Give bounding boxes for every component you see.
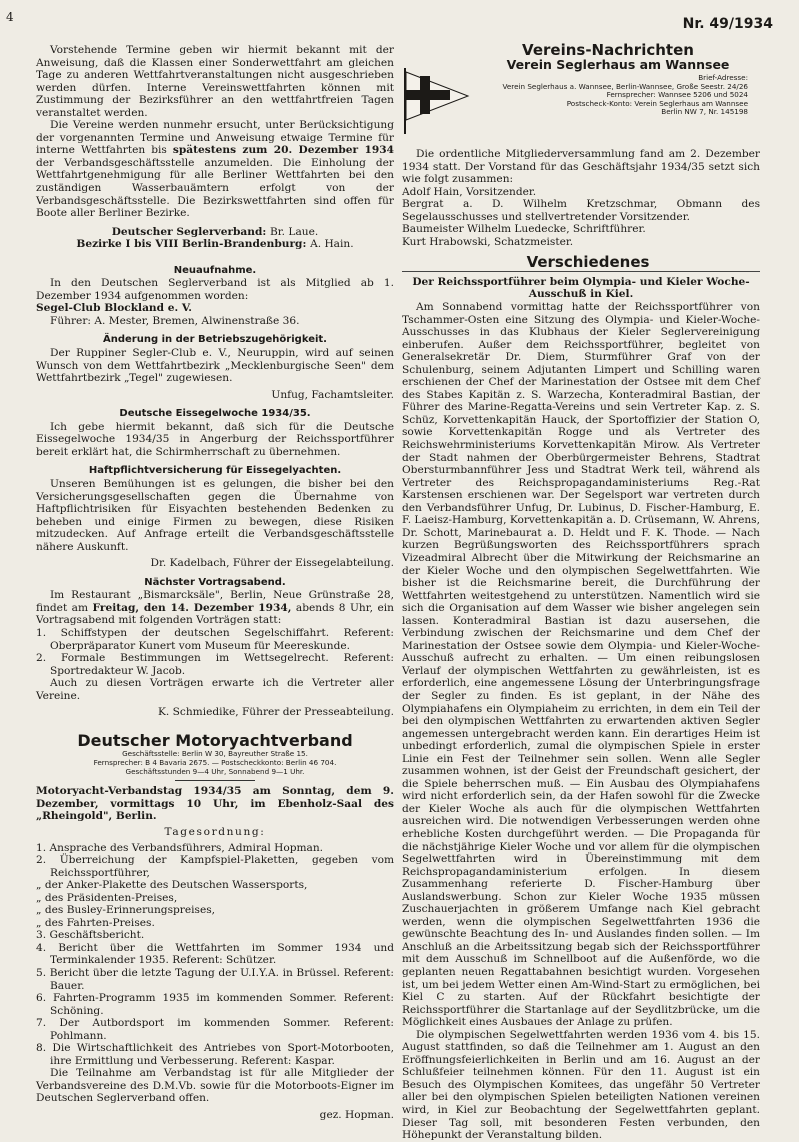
list-item: 4. Bericht über die Wettfahrten im Sommer 1934 und Terminkalender 1935. Referent: Schützer. — [36, 941, 394, 967]
vortrag-list — [36, 627, 394, 677]
verschiedenes-title: Verschiedenes — [402, 256, 760, 272]
haftpflicht-text: Unseren Bemühungen ist es gelungen, die bisher bei den Versicherungsgesellschaften gegen die Übernahme von Haftpflichtrisiken für Eisyachten bestehenden Bedenken zu beheben und einige Firmen zu bewegen, diese Risiken mitzudecken. Auf Anfrage erteilt die Verbandsgeschäftsstelle nähere Auskunft. — [36, 477, 394, 553]
aenderung-signature: Unfug, Fachamtsleiter. — [271, 388, 394, 401]
neuaufnahme-club: Segel-Club Blockland e. V. — [36, 302, 192, 315]
board-members — [402, 186, 760, 249]
heading-neuaufnahme: Neuaufnahme. — [173, 264, 257, 276]
vortrag-signature: K. Schmiedike, Führer der Presseabteilung. — [157, 706, 394, 719]
list-item: 1. Ansprache des Verbandsführers, Admiral Hopman. — [36, 841, 324, 854]
motoryacht-end: Die Teilnahme am Verbandstag ist für alle Mitglieder der Verbandsvereine des D.M.Vb. sowie für die Motorboots-Eigner im Deutschen Seglerverband offen. — [36, 1067, 394, 1105]
intro-paragraph-2: Die Vereine werden nunmehr ersucht, unter Berücksichtigung der vorgenannten Termine und Anweisung etwaige Termine für interne Wettfahrten bis spätestens zum 20. Dezember 1934 der Verbandsgeschäftsstelle anzumelden. Die Einholung der Wettfahrtgenehmigung für alle Berliner Wettfahrten bei den zuständigen Wasserbauämtern erfolgt von der Verbandsgeschäftsstelle. Die Bezirkswettfahrten sind offen für Boote aller Berliner Bezirke. — [36, 119, 394, 220]
motoryacht-verbandstag: Motoryacht-Verbandstag 1934/35 am Sonntag, dem 9. Dezember, vormittags 10 Uhr, im Ebenholz-Saal des „Rheingold", Berlin. — [36, 785, 394, 823]
vereins-nachrichten-title: Vereins-Nachrichten — [522, 41, 694, 59]
motoryacht-signature: gez. Hopman. — [319, 1109, 394, 1122]
club-address-line: Postscheck-Konto: Verein Seglerhaus am Wannsee — [566, 98, 748, 108]
aenderung-text: Der Ruppiner Segler-Club e. V., Neuruppin, wird auf seinen Wunsch von dem Wettfahrtbezirk „Mecklenburgische Seen" dem Wettfahrtbezirk „Tegel" zugewiesen. — [36, 347, 394, 385]
club-address-line: Berlin NW 7, Nr. 145198 — [661, 107, 748, 117]
club-name: Verein Seglerhaus am Wannsee — [506, 56, 730, 72]
neuaufnahme-text: In den Deutschen Seglerverband ist als Mitglied ab 1. Dezember 1934 aufgenommen worden: — [36, 277, 394, 302]
motoryacht-address-1: Geschäftsstelle: Berlin W 30, Bayreuther Straße 15. — [122, 749, 308, 759]
tagesordnung-list — [36, 842, 394, 1068]
haftpflicht-signature: Dr. Kadelbach, Führer der Eissegelabteilung. — [150, 557, 394, 570]
list-item: 8. Die Wirtschaftlichkeit des Antriebes von Sport-Motorbooten, ihre Ermittlung und Verbesserung. Referent: Kaspar. — [36, 1042, 394, 1067]
heading-haftpflicht: Haftpflichtversicherung für Eissegelyachten. — [88, 465, 342, 477]
list-item: 2. Überreichung der Kampfspiel-Plaketten, gegeben vom Reichssportführer, — [36, 854, 394, 879]
motoryacht-address-2: Fernsprecher: B 4 Bavaria 2675. — Postscheckkonto: Berlin 46 704. — [93, 758, 337, 768]
list-item: Adolf Hain, Vorsitzender. — [402, 185, 537, 198]
verschiedenes-lead: Der Reichssportführer beim Olympia- und Kieler Woche-Ausschuß in Kiel. — [412, 275, 750, 301]
intro-paragraph-1: Vorstehende Termine geben wir hiermit bekannt mit der Anweisung, daß die Klassen einer Sonderwettfahrt am gleichen Tage zu anderen Wettfahrtveranstaltungen nicht ausgeschrieben werden dürfen. Interne Vereinswettfahrten können mit Zustimmung der Bezirksführer an den wettfahrtfreien Tagen veranstaltet werden. — [36, 44, 394, 119]
club-address-line: Verein Seglerhaus a. Wannsee, Berlin-Wannsee, Große Seestr. 24/26 — [502, 81, 748, 91]
list-subitem: „ des Präsidenten-Preises, — [36, 891, 178, 904]
heading-aenderung: Änderung in der Betriebszugehörigkeit. — [103, 334, 327, 346]
club-address-line: Fernsprecher: Wannsee 5206 und 5024 — [606, 90, 748, 100]
motoryacht-title: Deutscher Motoryachtverband — [77, 730, 353, 750]
eissegelwoche-text: Ich gebe hiermit bekannt, daß sich für die Deutsche Eissegelwoche 1934/35 in Angerburg der Reichssportführer bereit erklärt hat, die Schirmherrschaft zu übernehmen. — [36, 420, 394, 458]
neuaufnahme-fuehrer: Führer: A. Mester, Bremen, Alwinenstraße 36. — [50, 314, 300, 327]
list-item: 5. Bericht über die letzte Tagung der U.I.Y.A. in Brüssel. Referent: Bauer. — [36, 967, 394, 992]
list-item: Bergrat a. D. Wilhelm Kretzschmar, Obmann des Segelausschusses und stellvertretender Vorsitzender. — [402, 198, 760, 223]
list-item: Kurt Hrabowski, Schatzmeister. — [402, 235, 574, 248]
list-subitem: „ der Anker-Plakette des Deutschen Wassersports, — [36, 879, 308, 892]
list-subitem: „ des Fahrten-Preises. — [36, 916, 155, 929]
verschiedenes-paragraph-2: Die olympischen Segelwettfahrten werden 1936 vom 4. bis 15. August stattfinden, so daß die Teilnehmer am 1. August an den Eröffnungsfeierlichkeiten in Berlin und am 16. August an der Schlußfeier teilnehmen können. Für den 11. August ist ein Besuch des Olympischen Komitees, das ungefähr 50 Vertreter aller bei den olympischen Spielen beteiligten Nationen vereinen wird, in Kiel zur Beobachtung der Segelwettfahrten geplant. Dieser Tag soll, mit besonderen Festen verbunden, den Höhepunkt der Veranstaltung bilden. — [402, 1028, 760, 1142]
page-number: 4 — [6, 10, 14, 24]
list-item: Baumeister Wilhelm Luedecke, Schriftführer. — [402, 223, 646, 236]
list-item: 2. Formale Bestimmungen im Wettsegelrecht. Referent: Sportredakteur W. Jacob. — [36, 652, 394, 677]
motoryacht-address-3: Geschäftsstunden 9—4 Uhr, Sonnabend 9—1 Uhr. — [125, 767, 305, 777]
vereins-text: Die ordentliche Mitgliederversammlung fand am 2. Dezember 1934 statt. Der Vorstand für das Geschäftsjahr 1934/35 setzt sich wie folgt zusammen: — [402, 148, 760, 186]
verschiedenes-paragraph-1: Am Sonnabend vormittag hatte der Reichssportführer von Tschammer-Osten eine Sitzung des Olympia- und Kieler-Woche-Ausschusses in das Klubhaus der Kieler Seglervereinigung einberufen. Außer dem Reichssportführer, begleitet von Generalsekretär Dr. Diem, Sturmführer Graf von der Schulenburg, seinem Adjutanten Limpert und Schilling waren erschienen der Chef der Marinestation der Ostsee mit dem Chef des Stabes Kapitän z. S. Warzecha, Konteradmiral Bastian, der Führer des Marine-Regatta-Vereins und sein Vertreter Kap. z. S. Schüz, Korvettenkapitän Hauck, der Sportoffizier der Station O, sowie Korvettenkapitän Rogge und als Vertreter des Reichswehrministeriums Korvettenkapitän Mirow. Als Vertreter der Stadt nahmen der Oberbürgermeister Behrens, Stadtrat Obersturmbannführer Jess und Stadtrat Werk teil, während als Vertreter des Reichspropagandaministeriums Reg.-Rat Karstensen erschienen war. Der Segelsport war vertreten durch den Verbandsführer Unfug, Dr. Lubinus, D. Fischer-Hamburg, E. F. Laeisz-Hamburg, Korvettenkapitän a. D. Crüsemann, W. Ahrens, Dr. Schott, Marinebaurat a. D. Heldt und F. K. Thode. — Nach kurzen Begrüßungsworten des Reichssportführers sprach Vizeadmiral Albrecht über die Mitwirkung der Reichsmarine an der Kieler Woche und den olympischen Segelwettfahrten. Wie bisher ist die Reichsmarine bereit, die Durchführung der Wettfahrten weitestgehend zu unterstützen. Namentlich wird sie sich die Organisation auf dem Wasser wie bisher angelegen sein lassen. Konteradmiral Bastian ist dazu ausersehen, die Verbindung zwischen der Reichsmarine und dem Chef der Marinestation der Ostsee sowie dem Olympia- und Kieler-Woche-Ausschuß aufrecht zu erhalten. — Um einen reibungslosen Verlauf der olympischen Wettfahrten zu gewährleisten, ist es erforderlich, eine angemessene Lösung der Unterbringungsfrage der Segler zu finden. Es ist geplant, in der Nähe des Olympiahafens ein Olympiaheim zu errichten, in dem ein Teil der bei den olympischen Wettfahrten zu erwartenden aktiven Segler angemessen untergebracht werden kann. Ein derartiges Heim ist unbedingt erforderlich, zumal die olympischen Spiele in erster Linie ein Fest der Teilnehmer sein sollen. Wenn alle Segler zusammen wohnen, ist der Geist der Freundschaft gesichert, der die Spiele beherrschen muß. — Ein Ausbau des Olympiahafens wird nicht erforderlich sein, da der Hafen sowohl für die Zwecke der Kieler Woche als auch für die olympischen Wettfahrten ausreichen wird. Die notwendigen Verbesserungen werden ohne erhebliche Kosten durchgeführt werden. — Die Propaganda für die nächstjährige Kieler Woche und vor allem für die olympischen Segelwettfahrten wird in Übereinstimmung mit dem Reichspropagandaministerium erfolgen. In diesem Zusammenhang referierte D. Fischer-Hamburg über Auslandswerbung. Schon zur Kieler Woche 1935 müssen Zuschauerjachten in größerem Umfange nach Kiel gebracht werden, wenn die olympischen Segelwettfahrten 1936 die gewünschte Beachtung des In- und Auslandes finden sollen. — Im Anschluß an die Arbeitssitzung begab sich der Reichssportführer mit dem Ausschuß im Schnellboot auf die Außenförde, wo die geplanten neuen Regattabahnen besichtigt wurden. Vorgesehen ist, um bei jedem Wetter einen Am-Wind-Start zu ermöglichen, bei Kiel C zu starten. Auf der Rückfahrt besichtigte der Reichssportführer die Startanlage auf der Seydlitzbrücke, um die Möglichkeit eines Ausbaues der Anlage zu prüfen. — [402, 301, 760, 1029]
list-item: 7. Der Autbordsport im kommenden Sommer. Referent: Pohlmann. — [36, 1017, 394, 1042]
vereins-nachrichten-box — [402, 41, 760, 144]
right-column — [402, 41, 760, 1142]
list-item: 3. Geschäftsbericht. — [36, 929, 145, 942]
list-item: 1. Schiffstypen der deutschen Segelschiffahrt. Referent: Oberpräparator Kunert vom Museum für Meereskunde. — [36, 626, 394, 652]
list-subitem: „ des Busley-Erinnerungspreises, — [36, 904, 216, 917]
tagesordnung-heading: Tagesordnung: — [164, 825, 266, 838]
club-address-line: Brief-Adresse: — [698, 73, 748, 83]
signature-bezirke: Bezirke I bis VIII Berlin-Brandenburg: A. Hain. — [76, 238, 354, 251]
heading-vortragsabend: Nächster Vortragsabend. — [144, 576, 286, 588]
signature-dsv: Deutscher Seglerverband: Br. Laue. — [111, 225, 319, 238]
heading-eissegelwoche: Deutsche Eissegelwoche 1934/35. — [119, 408, 311, 420]
issue-number: Nr. 49/1934 — [682, 16, 773, 32]
vortragsabend-text: Im Restaurant „Bismarcksäle", Berlin, Neue Grünstraße 28, findet am Freitag, den 14. Dezember 1934, abends 8 Uhr, ein Vortragsabend mit folgenden Vorträgen statt: — [36, 589, 394, 627]
vortrag-end: Auch zu diesen Vorträgen erwarte ich die Vertreter aller Vereine. — [36, 677, 394, 702]
list-item: 6. Fahrten-Programm 1935 im kommenden Sommer. Referent: Schöning. — [36, 992, 394, 1017]
divider — [175, 780, 255, 781]
club-flag-icon — [402, 66, 472, 136]
left-column — [36, 44, 394, 1122]
